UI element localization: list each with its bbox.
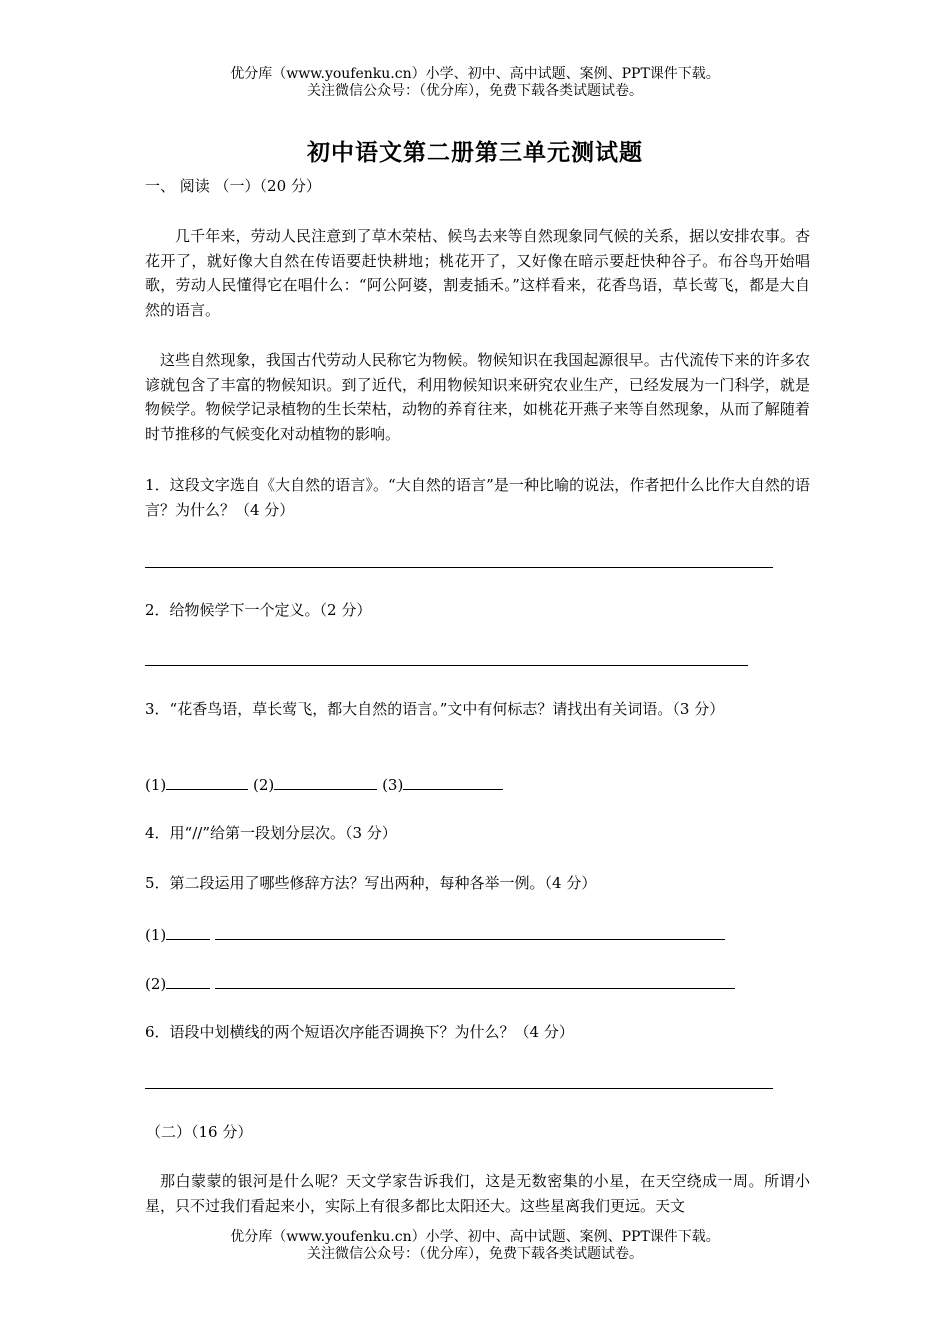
q5-blank-1-short bbox=[166, 925, 210, 940]
q5-blank-1-long bbox=[215, 925, 725, 940]
answer-line-q6 bbox=[145, 1088, 773, 1089]
question-4: 4．用“//”给第一段划分层次。（3 分） bbox=[145, 824, 397, 842]
footer-line-1: 优分库（www.youfenku.cn）小学、初中、高中试题、案例、PPT课件下载。 bbox=[230, 1229, 720, 1245]
footer-line-2: 关注微信公众号：（优分库），免费下载各类试题试卷。 bbox=[307, 1246, 643, 1262]
question-1: 1．这段文字选自《大自然的语言》。“大自然的语言”是一种比喻的说法，作者把什么比作大自然的语言？为什么？（4 分） bbox=[145, 476, 810, 519]
reading-2-paragraph-1: 那白蒙蒙的银河是什么呢？天文学家告诉我们，这是无数密集的小星，在天空绕成一周。所谓小星，只不过我们看起来小，实际上有很多都比太阳还大。这些星离我们更远。天文 bbox=[145, 1172, 810, 1215]
q3-blank-1-label: (1) bbox=[145, 776, 167, 794]
q5-blank-row-2 bbox=[145, 974, 735, 993]
q5-blank-2-short bbox=[166, 974, 210, 989]
q5-blank-2-label: (2) bbox=[145, 975, 167, 993]
q3-blank-1 bbox=[166, 775, 248, 790]
page-footer bbox=[0, 1229, 950, 1263]
q3-blank-2-label: (2) bbox=[253, 776, 275, 794]
question-5: 5．第二段运用了哪些修辞方法？写出两种，每种各举一例。（4 分） bbox=[145, 874, 597, 892]
page-title: 初中语文第二册第三单元测试题 bbox=[307, 139, 643, 166]
header-line-1: 优分库（www.youfenku.cn）小学、初中、高中试题、案例、PPT课件下载。 bbox=[230, 66, 720, 82]
q5-blank-1-label: (1) bbox=[145, 926, 167, 944]
answer-line-q2 bbox=[145, 665, 748, 666]
question-6: 6．语段中划横线的两个短语次序能否调换下？为什么？（4 分） bbox=[145, 1023, 574, 1041]
q3-blank-2 bbox=[274, 775, 377, 790]
q5-blank-2-long bbox=[215, 974, 735, 989]
reading-1-paragraph-1: 几千年来，劳动人民注意到了草木荣枯、候鸟去来等自然现象同气候的关系，据以安排农事。杏花开了，就好像大自然在传语要赶快耕地；桃花开了，又好像在暗示要赶快种谷子。布谷鸟开始唱歌，劳动人民懂得它在唱什么：“阿公阿婆，割麦插禾。”这样看来，花香鸟语，草长莺飞，都是大自然的语言。 bbox=[145, 227, 810, 319]
q3-blanks-row bbox=[145, 775, 503, 794]
question-3: 3．“花香鸟语，草长莺飞，都大自然的语言。”文中有何标志？请找出有关词语。（3 分） bbox=[145, 700, 725, 718]
question-2: 2．给物候学下一个定义。（2 分） bbox=[145, 601, 372, 619]
q3-blank-3-label: (3) bbox=[382, 776, 404, 794]
q5-blank-row-1 bbox=[145, 925, 725, 944]
reading-1-paragraph-2: 这些自然现象，我国古代劳动人民称它为物候。物候知识在我国起源很早。古代流传下来的许多农谚就包含了丰富的物候知识。到了近代，利用物候知识来研究农业生产，已经发展为一门科学，就是物候学。物候学记录植物的生长荣枯，动物的养育往来，如桃花开燕子来等自然现象，从而了解随着时节推移的气候变化对动植物的影响。 bbox=[145, 351, 810, 443]
answer-line-q1 bbox=[145, 567, 773, 568]
header-line-2: 关注微信公众号：（优分库），免费下载各类试题试卷。 bbox=[307, 83, 643, 99]
section-1-heading: 一、 阅读 （一）（20 分） bbox=[145, 177, 321, 195]
q3-blank-3 bbox=[403, 775, 503, 790]
page-header bbox=[0, 66, 950, 100]
section-2-heading: （二）（16 分） bbox=[146, 1123, 253, 1141]
